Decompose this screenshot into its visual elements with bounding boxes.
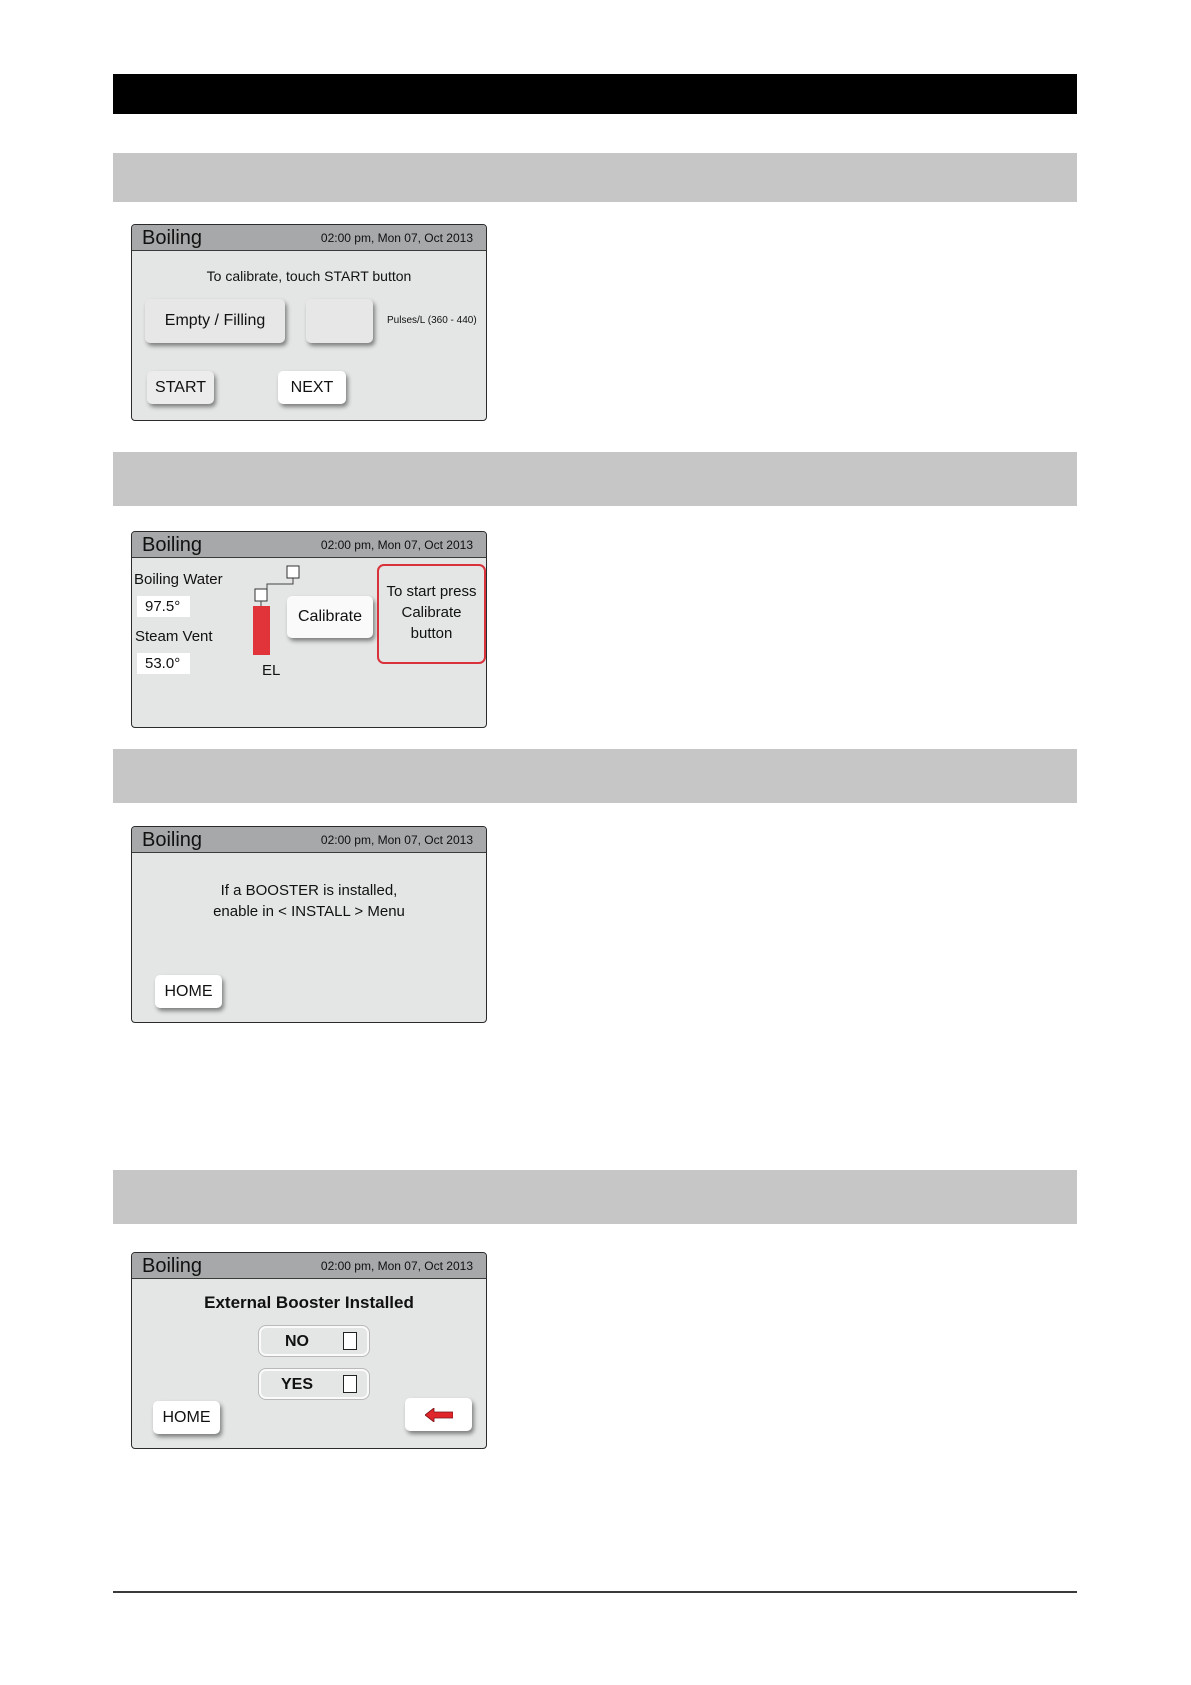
- boiling-water-label: Boiling Water: [134, 571, 223, 588]
- screen-datetime: 02:00 pm, Mon 07, Oct 2013: [320, 538, 473, 552]
- next-label: NEXT: [290, 379, 334, 396]
- pulses-label: Pulses/L (360 - 440): [387, 315, 477, 326]
- empty-filling-button[interactable]: [145, 299, 285, 343]
- section-band-2: [113, 452, 1077, 506]
- option-yes-checkbox[interactable]: [343, 1375, 357, 1393]
- option-no-checkbox[interactable]: [343, 1332, 357, 1350]
- screen-header: [132, 532, 486, 558]
- level-label: EL: [262, 662, 281, 679]
- level-probe-low-icon: [255, 589, 267, 601]
- calibrate-button[interactable]: [287, 596, 373, 638]
- next-button[interactable]: [278, 371, 346, 404]
- boiling-water-value: 97.5°: [137, 596, 190, 617]
- message-line: If a BOOSTER is installed,: [220, 882, 398, 899]
- hint-line: Calibrate: [401, 604, 462, 621]
- screen-header: [132, 225, 486, 251]
- screen-title: Boiling: [142, 227, 203, 249]
- screen-title: Boiling: [142, 1255, 203, 1277]
- steam-vent-value: 53.0°: [137, 653, 190, 674]
- section-band-3: [113, 749, 1077, 803]
- calibrate-hint-box: [377, 564, 486, 664]
- footer-rule: [113, 1591, 1077, 1593]
- start-button[interactable]: [147, 371, 214, 404]
- booster-heading: External Booster Installed: [204, 1293, 414, 1312]
- calibrate-start-screen: [131, 224, 487, 421]
- start-label: START: [155, 379, 206, 396]
- pulses-value-display: [306, 299, 373, 343]
- booster-notice-screen: [131, 826, 487, 1023]
- screen-title: Boiling: [142, 829, 203, 851]
- booster-message: [132, 880, 486, 922]
- section-band-4: [113, 1170, 1077, 1224]
- calibrate-label: Calibrate: [297, 608, 363, 625]
- probe-connector-line: [267, 578, 293, 589]
- document-header-bar: [113, 74, 1077, 114]
- option-yes[interactable]: [259, 1369, 369, 1399]
- home-button[interactable]: [155, 975, 222, 1008]
- empty-filling-label: Empty / Filling: [164, 312, 266, 329]
- level-probe-high-icon: [287, 566, 299, 578]
- back-button[interactable]: [405, 1398, 472, 1431]
- screen-header: [132, 827, 486, 853]
- steam-vent-label: Steam Vent: [135, 628, 213, 645]
- calibrate-instruction: To calibrate, touch START button: [206, 268, 412, 284]
- home-button[interactable]: [153, 1401, 220, 1434]
- booster-install-screen: [131, 1252, 487, 1449]
- hint-line: To start press: [386, 583, 477, 600]
- option-no[interactable]: [259, 1326, 369, 1356]
- screen-datetime: 02:00 pm, Mon 07, Oct 2013: [320, 833, 473, 847]
- red-left-arrow-icon: [425, 1408, 453, 1422]
- home-label: HOME: [162, 1409, 211, 1426]
- message-line: enable in < INSTALL > Menu: [213, 903, 405, 920]
- section-band-1: [113, 153, 1077, 202]
- screen-title: Boiling: [142, 534, 203, 556]
- screen-datetime: 02:00 pm, Mon 07, Oct 2013: [320, 1259, 473, 1273]
- calibrate-run-screen: [131, 531, 487, 728]
- hint-line: button: [410, 625, 453, 642]
- option-yes-label: YES: [281, 1376, 314, 1393]
- screen-datetime: 02:00 pm, Mon 07, Oct 2013: [320, 231, 473, 245]
- option-no-label: NO: [285, 1333, 309, 1350]
- home-label: HOME: [164, 983, 213, 1000]
- level-bar: [253, 606, 270, 655]
- screen-header: [132, 1253, 486, 1279]
